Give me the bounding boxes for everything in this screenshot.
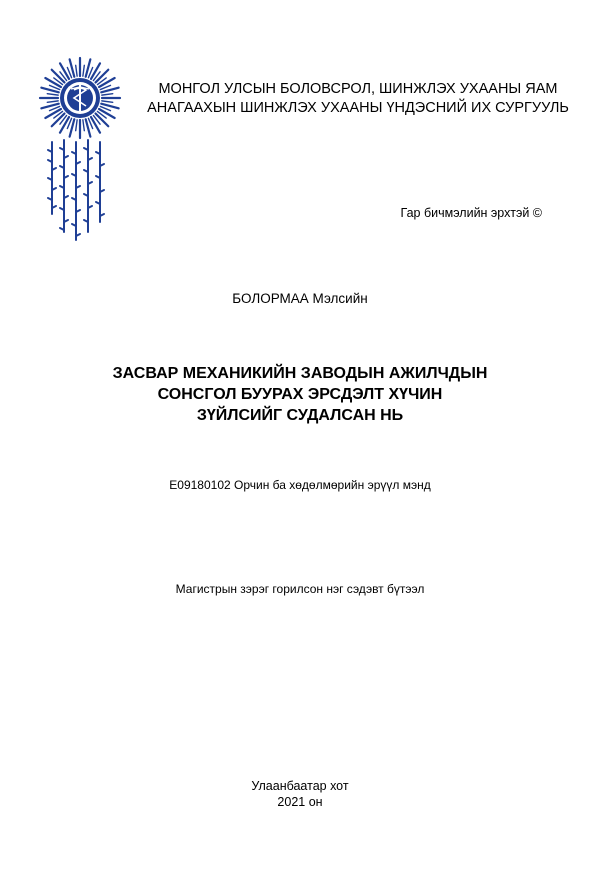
- university-emblem-icon: [38, 56, 122, 246]
- place: Улаанбаатар хот: [251, 779, 349, 793]
- thesis-title-line-2: СОНСГОЛ БУУРАХ ЭРСДЭЛТ ХҮЧИН: [157, 386, 443, 403]
- thesis-title-line-1: ЗАСВАР МЕХАНИКИЙН ЗАВОДЫН АЖИЛЧДЫН: [112, 365, 488, 382]
- institution-line-1: МОНГОЛ УЛСЫН БОЛОВСРОЛ, ШИНЖЛЭХ УХААНЫ ЯАМ: [158, 81, 558, 97]
- thesis-title: [0, 363, 600, 426]
- institution-header: [138, 80, 578, 118]
- university-logo: [38, 56, 122, 246]
- copyright-note: Гар бичмэлийн эрхтэй ©: [400, 206, 542, 220]
- specialty-code: E09180102 Орчин ба хөдөлмөрийн эрүүл мэнд: [169, 478, 431, 492]
- institution-line-2: АНАГААХЫН ШИНЖЛЭХ УХААНЫ ҮНДЭСНИЙ ИХ СУРГУУЛЬ: [147, 100, 569, 116]
- degree-note: Магистрын зэрэг горилсон нэг сэдэвт бүтээл: [175, 582, 425, 596]
- place-and-year: [0, 778, 600, 810]
- author-name: БОЛОРМАА Мэлсийн: [232, 291, 368, 306]
- year: 2021 он: [277, 795, 323, 809]
- thesis-title-line-3: ЗҮЙЛСИЙГ СУДАЛСАН НЬ: [196, 407, 404, 424]
